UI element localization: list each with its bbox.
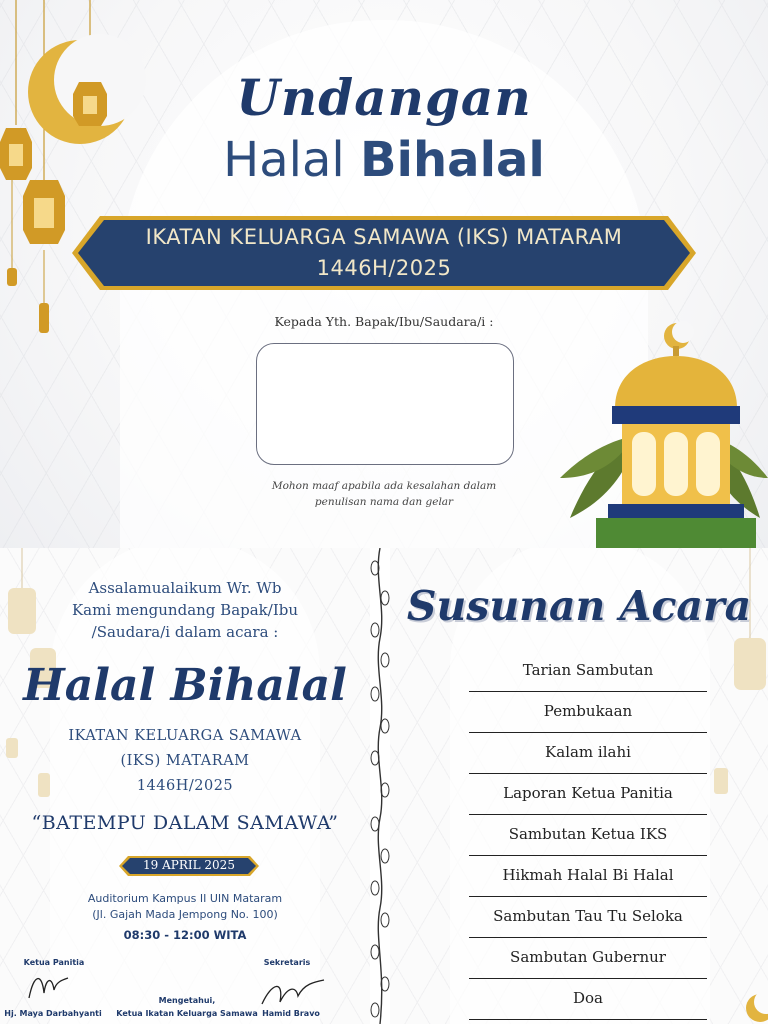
- event-time: 08:30 - 12:00 WITA: [123, 928, 247, 942]
- chair-role: Ketua Panitia: [23, 958, 85, 967]
- agenda-title: Susunan Acara: [406, 582, 752, 630]
- cover-title-light: Halal: [223, 132, 345, 188]
- agenda-item: Sambutan Gubernur: [469, 938, 707, 979]
- agenda-item: Sambutan Tau Tu Seloka: [469, 897, 707, 938]
- secretary-name: Hamid Bravo: [262, 1009, 320, 1018]
- venue-line-1: Auditorium Kampus II UIN Mataram: [87, 892, 283, 905]
- chair-name: Hj. Maya Darbahyanti: [4, 1009, 102, 1018]
- agenda-item: Sambutan Ketua IKS: [469, 815, 707, 856]
- mosque-lantern-decoration: [560, 318, 768, 550]
- note-line-2: penulisan nama dan gelar: [314, 496, 454, 508]
- crescent-moon-icon: [746, 990, 768, 1022]
- hanging-lantern-icon: [7, 268, 17, 286]
- agenda-item: Kalam ilahi: [469, 733, 707, 774]
- org-line-3: 1446H/2025: [136, 778, 234, 794]
- event-theme: “BATEMPU DALAM SAMAWA”: [31, 812, 339, 834]
- secretary-role: Sekretaris: [263, 958, 311, 967]
- greeting-line-3: /Saudara/i dalam acara :: [91, 623, 279, 641]
- event-date: 19 APRIL 2025: [143, 858, 235, 872]
- banner-line-2: 1446H/2025: [316, 256, 452, 280]
- agenda-list: [469, 651, 707, 1020]
- cover-title-bold: Bihalal: [359, 132, 545, 188]
- event-title: Halal Bihalal: [23, 660, 347, 711]
- venue-line-2: (Jl. Gajah Mada Jempong No. 100): [92, 908, 278, 921]
- apology-note: [252, 478, 516, 510]
- chair-signature: [24, 968, 74, 1008]
- event-venue: [0, 891, 370, 923]
- agenda-item: Pembukaan: [469, 692, 707, 733]
- greeting-line-1: Assalamualaikum Wr. Wb: [88, 579, 282, 597]
- agenda-item: Hikmah Halal Bi Halal: [469, 856, 707, 897]
- agenda-item: Tarian Sambutan: [469, 651, 707, 692]
- banner-text: [70, 222, 698, 284]
- organization-name: [0, 724, 370, 799]
- hanging-lantern-icon: [734, 638, 766, 690]
- acknowledged-label: Mengetahui,: [158, 996, 216, 1005]
- cover-title-main: [0, 132, 768, 188]
- secretary-signature: [258, 972, 328, 1012]
- greeting: [0, 577, 370, 643]
- org-line-2: (IKS) MATARAM: [120, 753, 250, 769]
- greeting-line-2: Kami mengundang Bapak/Ibu: [71, 601, 299, 619]
- note-line-1: Mohon maaf apabila ada kesalahan dalam: [271, 480, 497, 492]
- org-line-1: IKATAN KELUARGA SAMAWA: [68, 728, 302, 744]
- agenda-item: Doa: [469, 979, 707, 1020]
- cover-title-script: Undangan: [236, 68, 532, 127]
- recipient-label: Kepada Yth. Bapak/Ibu/Saudara/i :: [274, 314, 494, 329]
- vine-divider: [370, 548, 390, 1024]
- acknowledged-role: Ketua Ikatan Keluarga Samawa: [116, 1009, 258, 1018]
- agenda-item: Laporan Ketua Panitia: [469, 774, 707, 815]
- lantern-dome: [615, 356, 737, 408]
- hanging-lantern-icon: [23, 180, 65, 244]
- recipient-name-box: [256, 343, 514, 465]
- hanging-lantern-icon: [714, 768, 728, 794]
- banner-line-1: IKATAN KELUARGA SAMAWA (IKS) MATARAM: [145, 225, 623, 249]
